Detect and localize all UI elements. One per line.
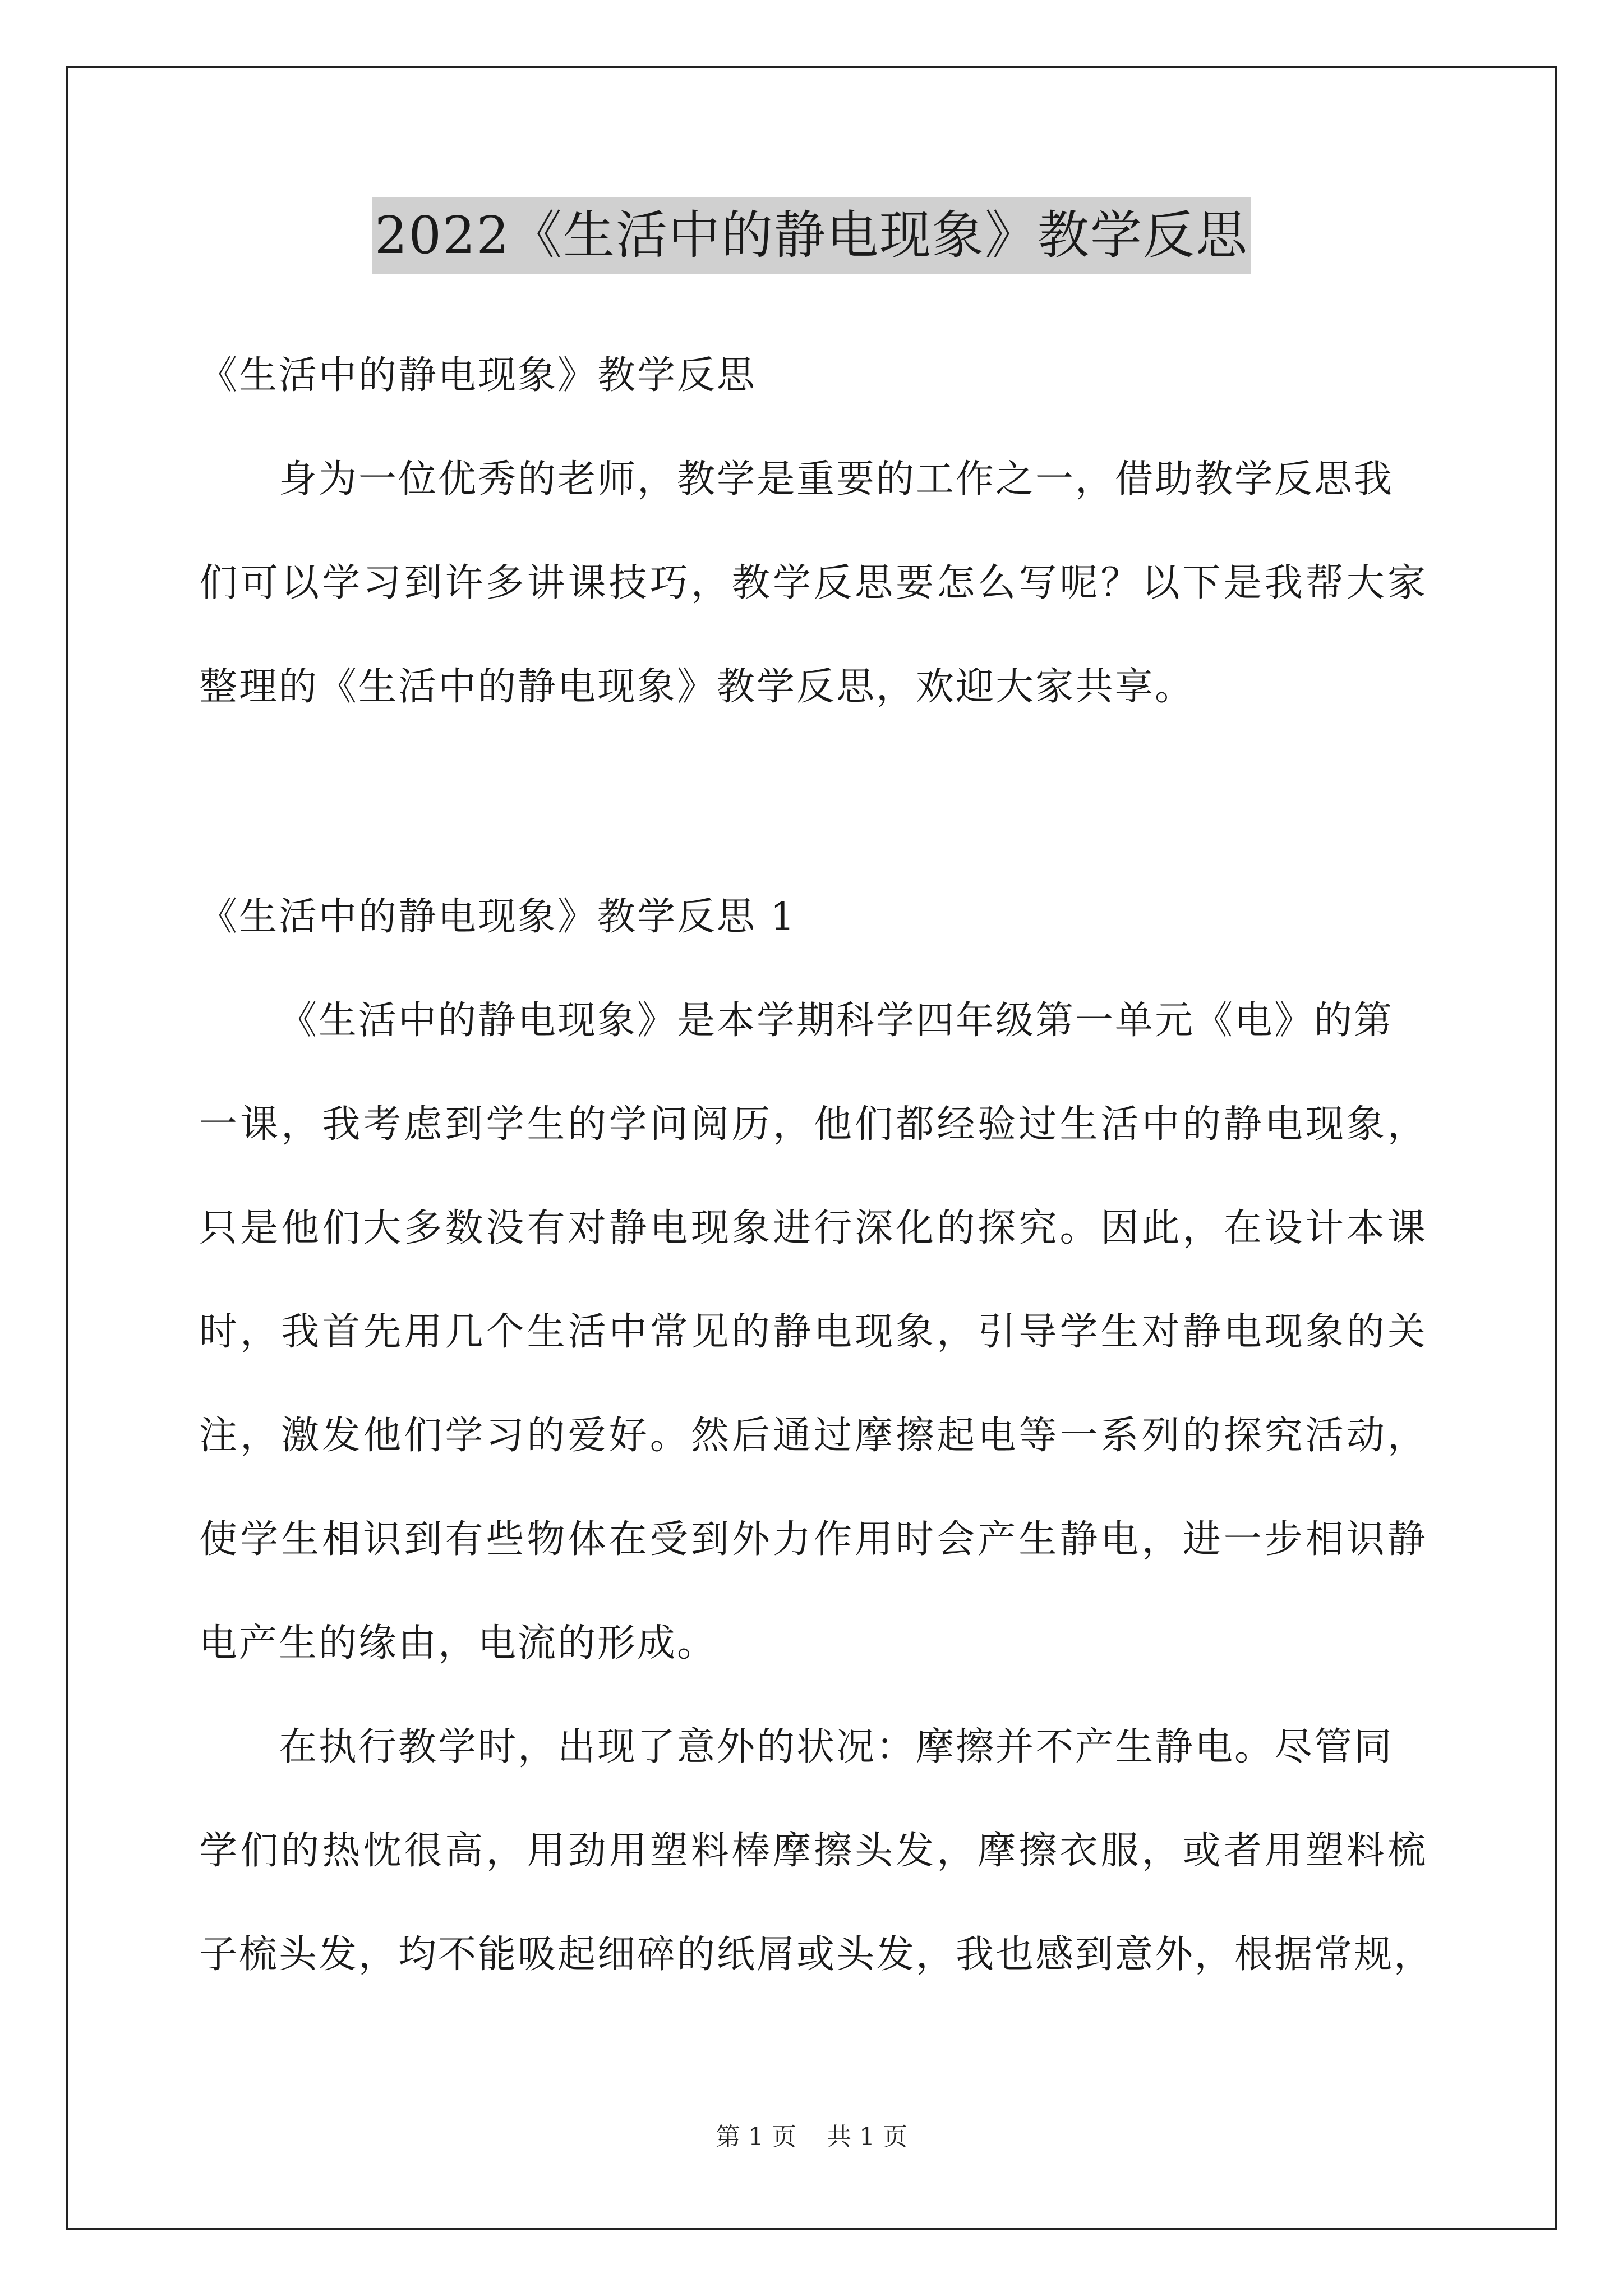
paragraph-line: 电产生的缘由，电流的形成。 [199,1621,717,1665]
intro-line: 整理的《生活中的静电现象》教学反思，欢迎大家共享。 [199,665,1195,709]
paragraph-line: 只是他们大多数没有对静电现象进行深化的探究。因此，在设计本课 [199,1206,1427,1250]
page-total: 共 1 页 [827,2123,907,2151]
paragraph-line: 使学生相识到有些物体在受到外力作用时会产生静电，进一步相识静 [199,1517,1427,1562]
paragraph-line: 一课，我考虑到学生的学问阅历，他们都经验过生活中的静电现象， [199,1102,1427,1147]
subtitle: 《生活中的静电现象》教学反思 [199,353,757,398]
paragraph-line: 《生活中的静电现象》是本学期科学四年级第一单元《电》的第 [279,999,1394,1043]
paragraph-line: 注，激发他们学习的爱好。然后通过摩擦起电等一系列的探究活动， [199,1414,1427,1458]
paragraph-line: 学们的热忱很高，用劲用塑料棒摩擦头发，摩擦衣服，或者用塑料梳 [199,1829,1427,1873]
paragraph-line: 在执行教学时，出现了意外的状况：摩擦并不产生静电。尽管同 [279,1725,1394,1769]
page-footer [0,2120,1623,2154]
document-title: 2022《生活中的静电现象》教学反思 [372,197,1251,274]
intro-line: 身为一位优秀的老师，教学是重要的工作之一，借助教学反思我 [279,457,1394,501]
title-container [0,197,1623,274]
paragraph-line: 时，我首先用几个生活中常见的静电现象，引导学生对静电现象的关 [199,1310,1427,1354]
section-heading: 《生活中的静电现象》教学反思 1 [199,895,796,939]
intro-line: 们可以学习到许多讲课技巧，教学反思要怎么写呢？以下是我帮大家 [199,561,1427,605]
page-number: 第 1 页 [716,2123,796,2151]
paragraph-line: 子梳头发，均不能吸起细碎的纸屑或头发，我也感到意外，根据常规， [199,1932,1434,1977]
